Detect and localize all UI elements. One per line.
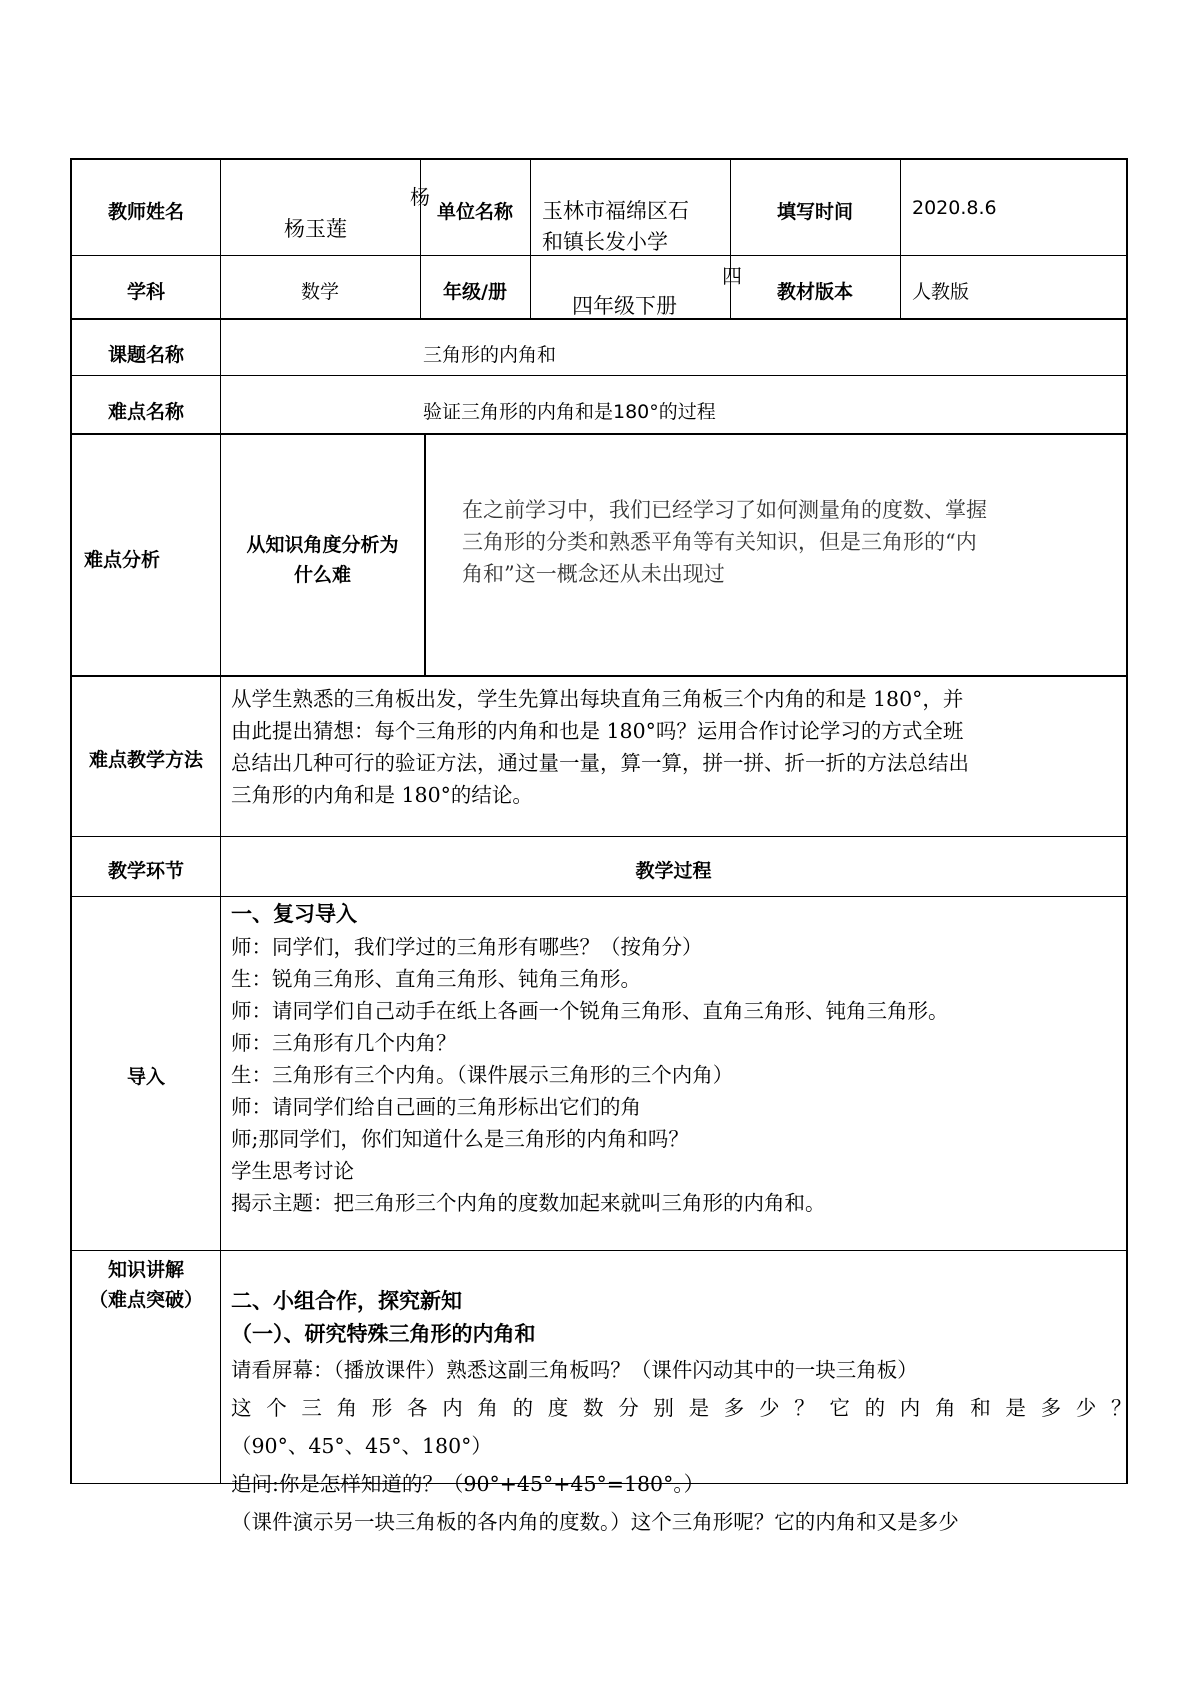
teaching-method-line: 由此提出猜想：每个三角形的内角和也是 180°吗？运用合作讨论学习的方式全班: [231, 719, 964, 743]
teaching-process-header: 教学过程: [635, 860, 712, 882]
difficulty-analysis-label: 难点分析: [84, 549, 161, 571]
teaching-method-line: 总结出几种可行的验证方法，通过量一量，算一算，拼一拼、折一折的方法总结出: [231, 751, 969, 775]
topic-value: 三角形的内角和: [423, 344, 557, 366]
teacher-name-stray-char: 杨: [410, 185, 430, 209]
knowledge-stage-label-line1: 知识讲解: [107, 1259, 184, 1281]
teaching-stage-header: 教学环节: [107, 860, 184, 882]
intro-stage-label: 导入: [126, 1066, 165, 1088]
dialogue-line: 师：三角形有几个内角？: [231, 1031, 457, 1055]
knowledge-line: 这个三角形各内角的度数分别是多少？它的内角和是多少？: [231, 1396, 1147, 1420]
teacher-name-label: 教师姓名: [107, 201, 184, 223]
teaching-method-line: 三角形的内角和是 180°的结论。: [231, 783, 533, 807]
teacher-name-value: 杨玉莲: [284, 217, 347, 241]
textbook-version-value: 人教版: [912, 281, 970, 303]
analysis-text-line: 在之前学习中，我们已经学习了如何测量角的度数、掌握: [462, 498, 987, 522]
knowledge-line: （课件演示另一块三角板的各内角的度数。）这个三角形呢？它的内角和又是多少: [231, 1510, 959, 1534]
knowledge-heading: 二、小组合作，探究新知: [231, 1288, 462, 1313]
knowledge-line: 请看屏幕：（播放课件）熟悉这副三角板吗？（课件闪动其中的一块三角板）: [231, 1358, 918, 1382]
difficulty-name-value: 验证三角形的内角和是180°的过程: [423, 401, 716, 423]
teaching-method-line: 从学生熟悉的三角板出发，学生先算出每块直角三角板三个内角的和是 180°，并: [231, 687, 964, 711]
dialogue-line: 学生思考讨论: [231, 1159, 354, 1183]
textbook-version-label: 教材版本: [776, 281, 853, 303]
grade-value: 四年级下册: [572, 294, 677, 318]
knowledge-subheading: （一）、研究特殊三角形的内角和: [231, 1321, 536, 1346]
dialogue-line: 生：三角形有三个内角。（课件展示三角形的三个内角）: [231, 1063, 734, 1087]
analysis-subheading-line2: 什么难: [293, 564, 351, 586]
unit-name-line1: 玉林市福绵区石: [542, 199, 689, 223]
teaching-method-label: 难点教学方法: [88, 749, 203, 771]
subject-label: 学科: [126, 281, 165, 303]
dialogue-line: 师：请同学们给自己画的三角形标出它们的角: [231, 1095, 641, 1119]
fill-time-value: 2020.8.6: [912, 197, 997, 219]
intro-heading: 一、复习导入: [231, 901, 357, 926]
dialogue-line: 揭示主题：把三角形三个内角的度数加起来就叫三角形的内角和。: [231, 1191, 826, 1215]
dialogue-line: 师：同学们，我们学过的三角形有哪些？（按角分）: [231, 935, 703, 959]
knowledge-line: （90°、45°、45°、180°）: [231, 1434, 492, 1458]
analysis-text-line: 三角形的分类和熟悉平角等有关知识，但是三角形的“内: [462, 530, 977, 554]
knowledge-line: 追问:你是怎样知道的？（90°+45°+45°=180°。）: [231, 1472, 705, 1496]
knowledge-stage-label-line2: （难点突破）: [88, 1289, 203, 1311]
dialogue-line: 师;那同学们，你们知道什么是三角形的内角和吗？: [231, 1127, 689, 1151]
analysis-subheading-line1: 从知识角度分析为: [246, 534, 399, 556]
topic-label: 课题名称: [107, 344, 184, 366]
grade-label: 年级/册: [443, 281, 507, 303]
dialogue-line: 生：锐角三角形、直角三角形、钝角三角形。: [231, 967, 641, 991]
dialogue-line: 师：请同学们自己动手在纸上各画一个锐角三角形、直角三角形、钝角三角形。: [231, 999, 949, 1023]
difficulty-name-label: 难点名称: [107, 401, 184, 423]
unit-name-label: 单位名称: [436, 201, 513, 223]
analysis-text-line: 角和”这一概念还从未出现过: [462, 562, 725, 586]
grade-stray-char: 四: [722, 264, 742, 288]
fill-time-label: 填写时间: [776, 201, 853, 223]
unit-name-line2: 和镇长发小学: [542, 230, 668, 254]
subject-value: 数学: [300, 281, 339, 303]
